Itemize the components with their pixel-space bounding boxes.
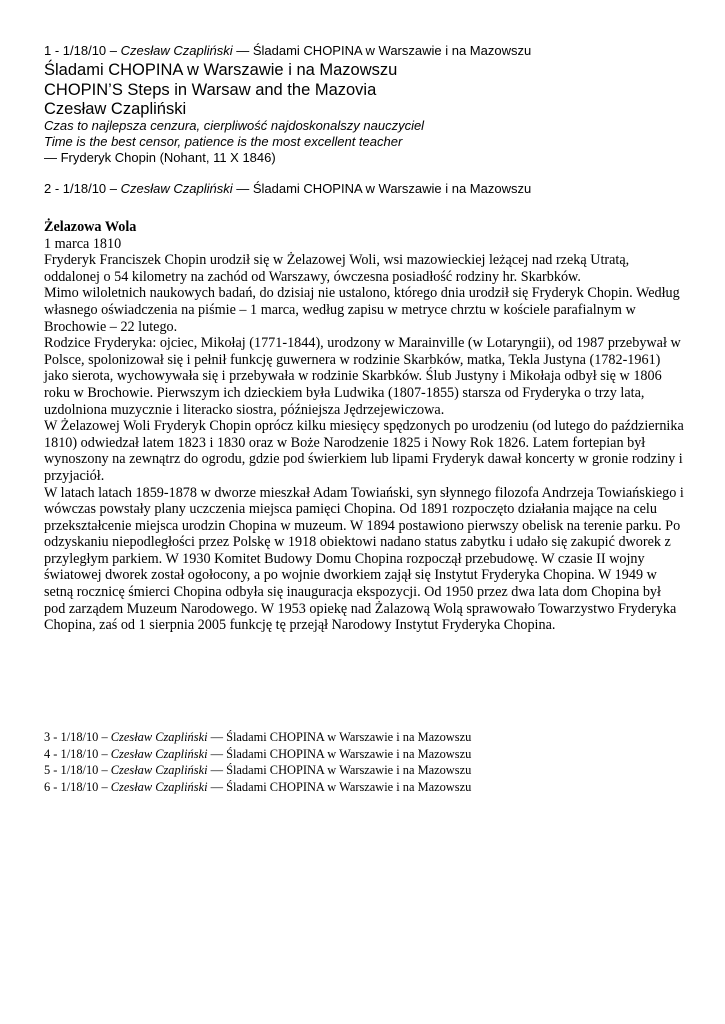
author-name: Czesław Czapliński	[44, 100, 187, 118]
footer-author: Czesław Czapliński	[110, 730, 208, 744]
header-suffix: — Śladami CHOPINA w Warszawie i na Mazowszu	[232, 181, 532, 196]
paragraph: Mimo wiloletnich naukowych badań, do dzisiaj nie ustalono, którego dnia urodził się Fryderyk Chopin. Według własnego oświadczenia na piśmie – 1 marca, według zapisu w metryce chrztu w kościele parafialnym w Brochowie – 22 lutego.	[44, 285, 680, 335]
header-author: Czesław Czapliński	[120, 43, 233, 58]
header-prefix: 2 - 1/18/10 –	[44, 181, 121, 196]
title-english: CHOPIN’S Steps in Warsaw and the Mazovia	[44, 81, 377, 99]
page-footer-4	[44, 746, 471, 763]
page-footers	[44, 729, 471, 795]
footer-prefix: 5 - 1/18/10 –	[44, 763, 111, 778]
footer-suffix: — Śladami CHOPINA w Warszawie i na Mazowszu	[207, 779, 472, 794]
title-polish: Śladami CHOPINA w Warszawie i na Mazowszu	[44, 61, 398, 79]
paragraph: W Żelazowej Woli Fryderyk Chopin oprócz kilku miesięcy spędzonych po urodzeniu (od lutego do października 1810) odwiedzał latem 1823 i 1830 oraz w Boże Narodzenie 1825 i Nowy Rok 1826. Latem fortepian był wynoszony na zewnątrz do ogrodu, gdzie pod świerkiem lub lipami Fryderyk dawał koncerty w gronie rodziny i przyjaciół.	[44, 418, 684, 484]
page-footer-5	[44, 762, 471, 779]
paragraph: Fryderyk Franciszek Chopin urodził się w Żelazowej Woli, wsi mazowieckiej leżącej nad rzeką Utratą, oddalonej o 54 kilometry na zachód od Warszawy, ówczesna posiadłość rodziny hr. Skarbków.	[44, 252, 630, 285]
footer-author: Czesław Czapliński	[110, 746, 208, 761]
footer-prefix: 3 - 1/18/10 –	[44, 730, 111, 744]
page-footer-3	[44, 729, 471, 746]
quote-attribution: — Fryderyk Chopin (Nohant, 11 X 1846)	[44, 150, 276, 165]
quote-polish: Czas to najlepsza cenzura, cierpliwość najdoskonalszy nauczyciel	[44, 118, 425, 133]
header-suffix: — Śladami CHOPINA w Warszawie i na Mazowszu	[232, 43, 532, 58]
paragraph: W latach latach 1859-1878 w dworze mieszkał Adam Towiański, syn słynnego filozofa Andrzeja Towiańskiego i wówczas powstały plany uczczenia miejsca pamięci Chopina. Od 1891 rozpoczęto działania mające na celu przekształcenie miejsca urodzin Chopina w muzeum. W 1894 postawiono pierwszy obelisk na terenie parku. Po odzyskaniu niepodległości przez Polskę w 1918 obiektowi nadano status zabytku i udało się zakupić dworek z przyległym parkiem. W 1930 Komitet Budowy Domu Chopina rozpoczął przebudowę. W czasie II wojny światowej dworek został ogołocony, a po wojnie dworkiem zajął się Instytut Fryderyka Chopina. W 1949 w setną rocznicę śmierci Chopina odbyła się inauguracja ekspozycji. Od 1950 przez dwa lata dom Chopina był pod zarządem Muzeum Narodowego. W 1953 opiekę nad Żalazową Wolą sprawowało Towarzystwo Fryderyka Chopina, zaś od 1 sierpnia 2005 funkcję tę przejął Narodowy Instytut Fryderyka Chopina.	[44, 484, 684, 634]
section-heading: Żelazowa Wola	[44, 219, 137, 235]
footer-prefix: 6 - 1/18/10 –	[44, 779, 111, 794]
page-header-2	[44, 181, 531, 197]
quote-english: Time is the best censor, patience is the most excellent teacher	[44, 134, 403, 149]
footer-author: Czesław Czapliński	[110, 779, 208, 794]
footer-suffix: — Śladami CHOPINA w Warszawie i na Mazowszu	[207, 730, 472, 744]
section-date: 1 marca 1810	[44, 235, 122, 252]
article-body	[44, 219, 684, 634]
footer-suffix: — Śladami CHOPINA w Warszawie i na Mazowszu	[207, 763, 472, 778]
footer-prefix: 4 - 1/18/10 –	[44, 746, 111, 761]
footer-suffix: — Śladami CHOPINA w Warszawie i na Mazowszu	[207, 746, 472, 761]
header-author: Czesław Czapliński	[120, 181, 233, 196]
paragraph: Rodzice Fryderyka: ojciec, Mikołaj (1771-1844), urodzony w Marainville (w Lotaryngii), od 1987 przebywał w Polsce, spolonizował się i pełnił funkcję guwernera w rodzinie Skarbków, matka, Tekla Justyna (1782-1961) jako sierota, wychowywała się i przebywała w rodzinie Skarbków. Ślub Justyny i Mikołaja odbył się w 1806 roku w Brochowie. Pierwszym ich dzieckiem była Ludwika (1807-1855) starsza od Fryderyka o trzy lata, uzdolniona muzycznie i literacko siostra, późniejsza Jędrzejewiczowa.	[44, 335, 681, 418]
page-footer-6	[44, 779, 471, 796]
header-prefix: 1 - 1/18/10 –	[44, 43, 121, 58]
footer-author: Czesław Czapliński	[110, 763, 208, 778]
page-header-1	[44, 43, 531, 59]
